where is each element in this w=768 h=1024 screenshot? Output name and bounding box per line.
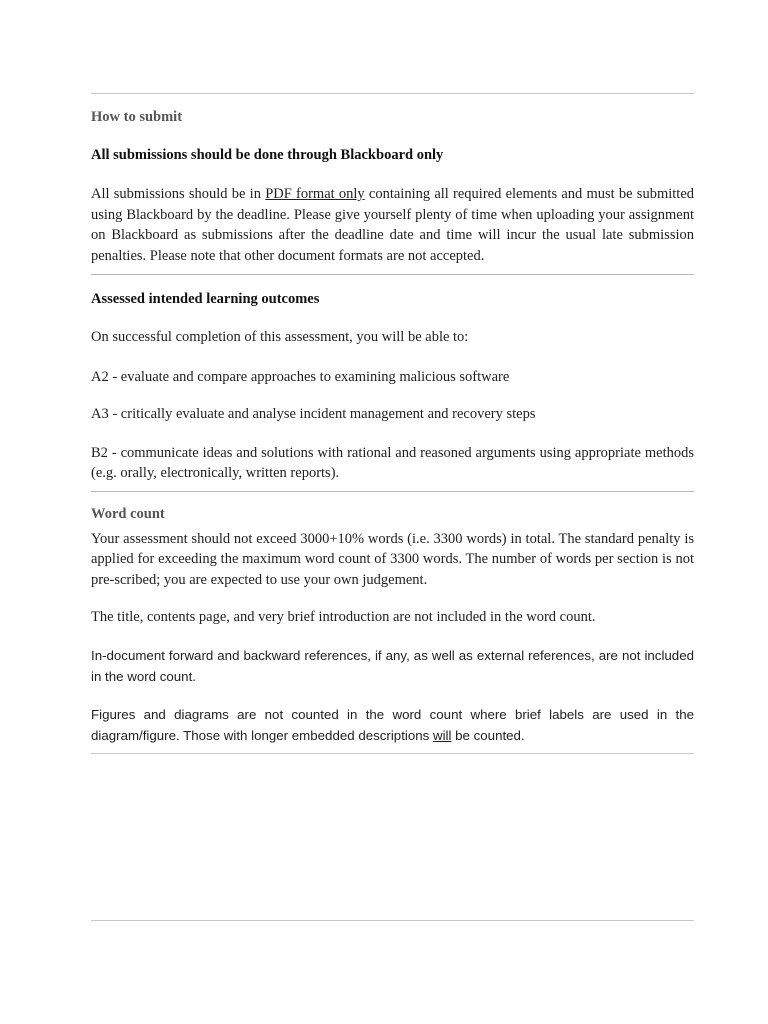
figures-text-start: Figures and diagrams are not counted in the word count where brief labels are used in the diagram/figure. Those with longer embedded descriptions	[91, 706, 694, 743]
submission-text-start: All submissions should be in	[91, 186, 266, 202]
top-divider	[91, 93, 694, 94]
section-divider-2	[91, 491, 694, 492]
figures-text-end: be counted.	[451, 728, 525, 743]
section-divider-1	[91, 274, 694, 275]
submission-paragraph	[91, 184, 694, 266]
blackboard-only-subheading: All submissions should be done through Blackboard only	[91, 147, 444, 163]
how-to-submit-heading: How to submit	[91, 109, 183, 125]
figures-paragraph	[91, 704, 694, 747]
footer-divider	[91, 920, 694, 921]
will-emphasis: will	[432, 728, 452, 743]
references-paragraph: In-document forward and backward references, if any, as well as external references, are not included in the word count.	[91, 647, 694, 684]
pdf-format-only-link: PDF format only	[265, 186, 365, 202]
word-count-paragraph: Your assessment should not exceed 3000+10% words (i.e. 3300 words) in total. The standard penalty is applied for exceeding the maximum word count of 3300 words. The number of words per section is not pre-scribed; you are expected to use your own judgement.	[91, 530, 694, 588]
outcome-a2: A2 - evaluate and compare approaches to examining malicious software	[91, 368, 510, 385]
word-count-heading: Word count	[91, 505, 165, 522]
section-divider-3	[91, 753, 694, 754]
excluded-items-paragraph: The title, contents page, and very brief introduction are not included in the word count.	[91, 609, 596, 625]
outcome-a3: A3 - critically evaluate and analyse incident management and recovery steps	[91, 406, 536, 422]
document-content	[91, 93, 694, 754]
outcome-b2: B2 - communicate ideas and solutions with rational and reasoned arguments using appropriate methods (e.g. orally, electronically, written reports).	[91, 444, 694, 481]
learning-outcomes-heading: Assessed intended learning outcomes	[91, 291, 320, 307]
submission-text-end: containing all required elements and must be submitted using Blackboard by the deadline. Please give yourself plenty of time when uploading your assignment on Blackboard as submissions after the deadline date and time will incur the usual late submission penalties. Please note that other document formats are not accepted.	[91, 186, 695, 264]
outcomes-intro: On successful completion of this assessment, you will be able to:	[91, 329, 469, 345]
